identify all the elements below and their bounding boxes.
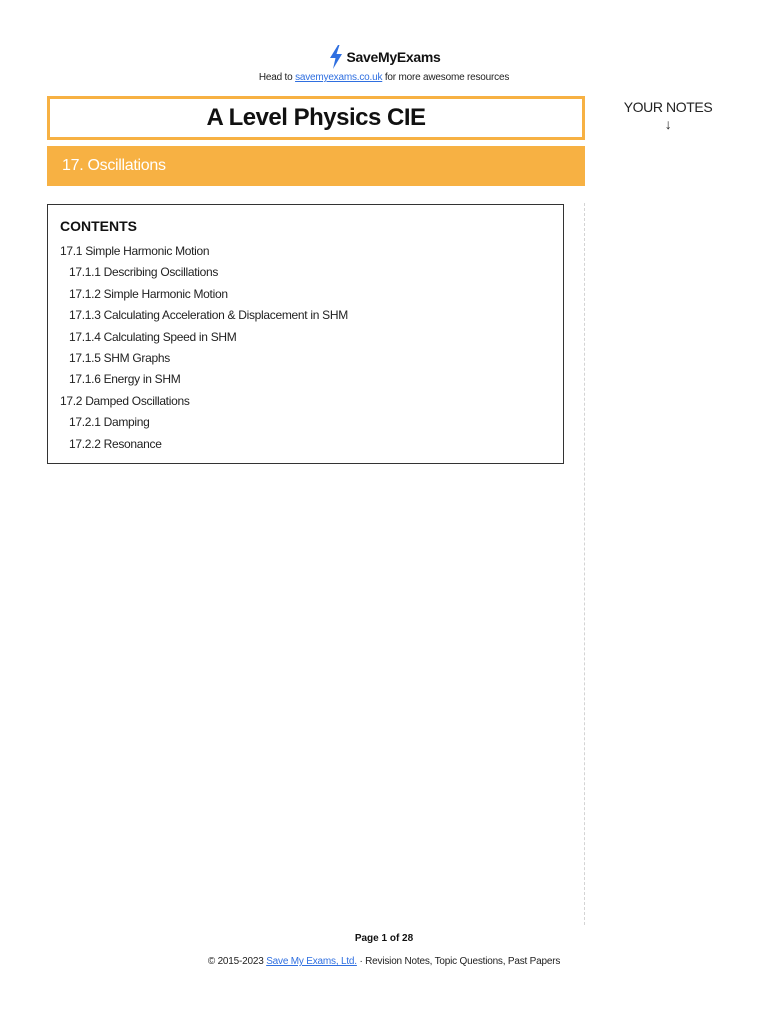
- arrow-down-icon: ↓: [664, 116, 672, 132]
- brand-logo[interactable]: [0, 45, 768, 69]
- toc-item[interactable]: 17.1.3 Calculating Acceleration & Displacement in SHM: [69, 308, 348, 323]
- section-title: 17. Oscillations: [62, 157, 166, 174]
- company-link[interactable]: Save My Exams, Ltd.: [266, 956, 357, 967]
- toc-item[interactable]: 17.1.4 Calculating Speed in SHM: [69, 329, 237, 344]
- toc-item[interactable]: 17.1 Simple Harmonic Motion: [60, 244, 210, 258]
- toc-item[interactable]: 17.1.2 Simple Harmonic Motion: [69, 286, 228, 301]
- contents-box: [47, 204, 564, 464]
- page-title: A Level Physics CIE: [206, 104, 426, 131]
- toc-item[interactable]: 17.2.1 Damping: [69, 415, 150, 430]
- lightning-bolt-icon: [328, 45, 344, 69]
- toc-item[interactable]: 17.2.2 Resonance: [69, 436, 162, 451]
- title-box: [47, 96, 585, 140]
- tagline-suffix: for more awesome resources: [382, 72, 510, 83]
- your-notes-text: YOUR NOTES: [623, 99, 713, 115]
- tagline-prefix: Head to: [258, 72, 296, 83]
- copyright-prefix: © 2015-2023: [207, 956, 267, 967]
- page-number: Page 1 of 28: [354, 933, 414, 944]
- toc-item[interactable]: 17.1.6 Energy in SHM: [69, 372, 181, 387]
- toc-item[interactable]: 17.2 Damped Oscillations: [60, 393, 190, 408]
- brand-name: SaveMyExams: [346, 49, 441, 65]
- toc-item[interactable]: 17.1.1 Describing Oscillations: [69, 265, 219, 280]
- contents-heading: CONTENTS: [60, 218, 137, 234]
- copyright: [0, 956, 768, 967]
- toc-item[interactable]: 17.1.5 SHM Graphs: [69, 350, 170, 365]
- website-link[interactable]: savemyexams.co.uk: [295, 72, 383, 83]
- notes-divider: [584, 203, 585, 925]
- your-notes-label: [608, 98, 728, 132]
- tagline: [0, 72, 768, 83]
- table-of-contents: [60, 241, 348, 455]
- copyright-suffix: · Revision Notes, Topic Questions, Past Papers: [356, 956, 561, 967]
- section-banner: [47, 146, 585, 186]
